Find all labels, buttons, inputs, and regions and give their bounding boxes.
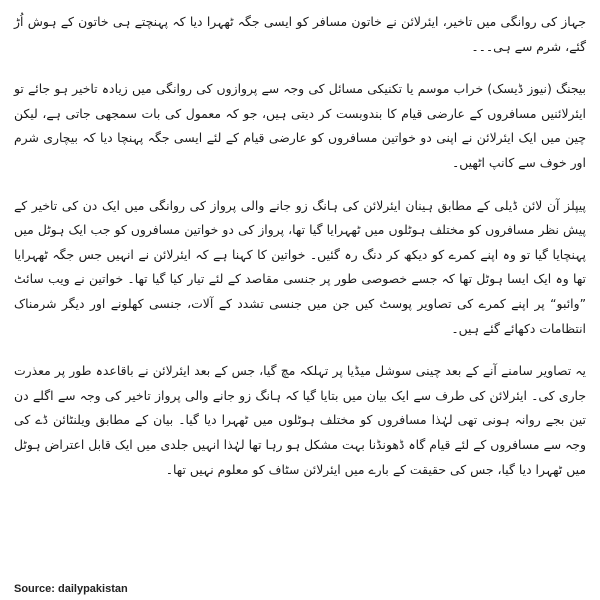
source-credit: Source: dailypakistan bbox=[14, 583, 128, 595]
article-paragraph-details: پیپلز آن لائن ڈیلی کے مطابق ہینان ایئرلائن کی ہانگ زو جانے والی پرواز کی روانگی میں ایک دن کی تاخیر کے پیش نظر مسافروں کو مختلف ہوٹلوں میں ٹھہرایا گیا تھا، پرواز کی دو خواتین مسافروں کو جب ایک ہوٹل میں پہنچایا گیا تو وہ اپنے کمرے کو دیکھ کر دنگ رہ گئیں۔ خواتین کا کہنا ہے کہ ایئرلائن نے انہیں جس جگہ ٹھہرایا تھا وہ ایک ایسا ہوٹل تھا کہ جسے خصوصی طور پر جنسی مقاصد کے لئے تیار کیا گیا تھا۔ خواتین نے ویب سائٹ ”وائبو“ پر اپنے کمرے کی تصاویر پوسٹ کیں جن میں جنسی تشدد کے آلات، جنسی کھلونے اور دیگر شرمناک انتظامات دکھائے گئے ہیں۔ bbox=[14, 197, 586, 336]
article-headline: جہاز کی روانگی میں تاخیر، ایئرلائن نے خاتون مسافر کو ایسی جگہ ٹھہرا دیا کہ پہنچتے ہی خاتون کے ہوش اُڑ گئے، شرم سے ہی۔۔۔ bbox=[14, 14, 586, 54]
article-paragraph-intro: بیجنگ (نیوز ڈیسک) خراب موسم یا تکنیکی مسائل کی وجہ سے پروازوں کی روانگی میں زیادہ تاخیر ہو جائے تو ایئرلائنیں مسافروں کے عارضی قیام کا بندوبست کر دیتی ہیں، جو کہ معمول کی بات سمجھی جاتی ہے، لیکن چین میں ایک ایئرلائن نے اپنی دو خواتین مسافروں کو عارضی قیام کے لئے ایسی جگہ پہنچا دیا کہ بیچاری شرم اور خوف سے کانپ اٹھیں۔ bbox=[14, 81, 586, 170]
article-paragraph-apology: یہ تصاویر سامنے آنے کے بعد چینی سوشل میڈیا پر تہلکہ مچ گیا، جس کے بعد ایئرلائن نے باقاعدہ طور پر معذرت جاری کی۔ ایئرلائن کی طرف سے ایک بیان میں بتایا گیا کہ ہانگ زو جانے والی پرواز تاخیر کی وجہ سے اگلے دن تین بجے روانہ ہونی تھی لہٰذا مسافروں کو مختلف ہوٹلوں میں ٹھہرا دیا گیا۔ بیان کے مطابق ویلنٹائن ڈے کی وجہ سے مسافروں کے لئے قیام گاہ ڈھونڈنا بہت مشکل ہو رہا تھا لہٰذا انہیں جلدی میں ایک قابل اعتراض ہوٹل میں ٹھہرا دیا گیا، جس کی حقیقت کے بارے میں ایئرلائن سٹاف کو معلوم نہیں تھا۔ bbox=[14, 363, 586, 477]
